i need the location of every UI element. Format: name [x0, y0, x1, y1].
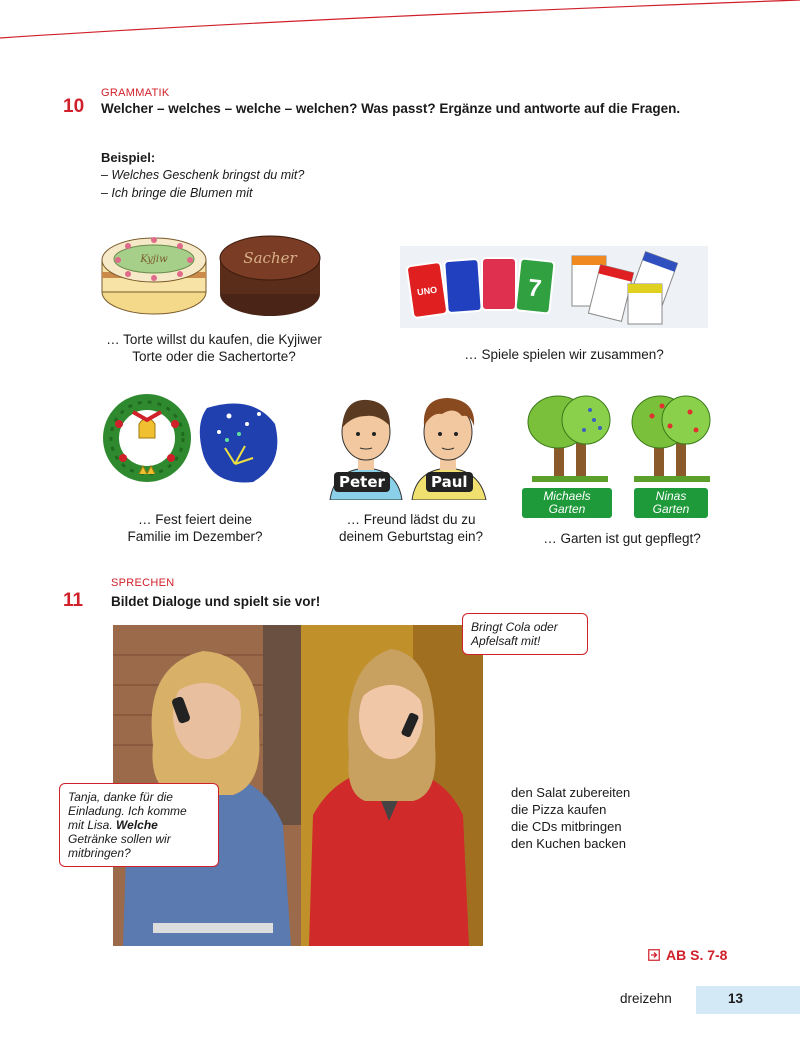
task-item: den Salat zubereiten [511, 785, 631, 800]
kyjiw-cake-image [102, 237, 206, 314]
arrow-box-icon [648, 949, 660, 961]
garden-label-nina-line1: Ninas [655, 489, 687, 503]
cakes-illustration [98, 222, 330, 322]
speech-bubble-left-line4: Getränke sollen wir [68, 832, 171, 846]
task-item: die Pizza kaufen [511, 802, 607, 817]
speech-bubble-left [59, 783, 219, 867]
advent-wreath-image [111, 402, 183, 474]
kyjiw-cake-label: Kyjiw [140, 254, 168, 265]
caption-freund-line1: … Freund lädst du zu [346, 512, 476, 527]
garden-label-nina [634, 488, 708, 518]
fireworks-image [200, 404, 278, 483]
exercise-11-title: Bildet Dialoge und spielt sie vor! [111, 594, 321, 609]
garden-label-nina-line2: Garten [652, 502, 690, 516]
right-girl-photo [301, 625, 483, 946]
caption-torte-line1: … Torte willst du kaufen, die Kyjiwer [106, 332, 322, 347]
caption-torte-line2: Torte oder die Sachertorte? [132, 349, 296, 364]
caption-fest-line1: … Fest feiert deine [137, 512, 253, 527]
exercise-number-10: 10 [63, 96, 85, 117]
sacher-cake-image [220, 236, 320, 316]
exercise-10-title: Welcher – welches – welche – welchen? Was passt? Ergänze und antworte auf die Fragen. [101, 101, 681, 116]
speech-bubble-right-line2: Apfelsaft mit! [471, 634, 541, 648]
card-games-illustration [400, 246, 708, 328]
workbook-reference-text: AB S. 7-8 [666, 947, 728, 963]
task-item: die CDs mitbringen [511, 819, 622, 834]
caption-garten: … Garten ist gut gepflegt? [543, 531, 701, 546]
sacher-cake-label: Sacher [243, 249, 297, 267]
speech-bubble-left-line5: mitbringen? [68, 846, 131, 860]
section-label-sprechen: SPRECHEN [111, 577, 175, 589]
page-number: 13 [728, 991, 744, 1006]
christmas-newyear-illustration [103, 394, 283, 486]
speech-bubble-left-bold: Welche [116, 818, 158, 832]
caption-spiele: … Spiele spielen wir zusammen? [464, 347, 664, 362]
speech-bubble-left-line2: Einladung. Ich komme [68, 804, 187, 818]
top-divider-line [0, 0, 800, 40]
speech-bubble-left-line3 [68, 818, 210, 832]
speech-bubble-right-line1: Bringt Cola oder [471, 620, 558, 634]
example-answer: – Ich bringe die Blumen mit [101, 186, 253, 200]
section-label-grammatik: GRAMMATIK [101, 87, 170, 99]
gardens-illustration [524, 390, 714, 490]
speech-bubble-left-text: mit Lisa. [68, 818, 113, 832]
caption-fest-line2: Familie im Dezember? [127, 529, 263, 544]
caption-freund-line2: deinem Geburtstag ein? [338, 529, 484, 544]
example-question: – Welches Geschenk bringst du mit? [101, 168, 305, 182]
workbook-reference [648, 947, 727, 963]
task-item: den Kuchen backen [511, 836, 626, 851]
ninas-garden-image [632, 396, 710, 482]
speech-bubble-left-line1: Tanja, danke für die [68, 790, 173, 804]
example-heading: Beispiel: [101, 150, 156, 165]
exercise-number-11: 11 [63, 590, 84, 611]
task-list [511, 784, 630, 852]
michaels-garden-image [528, 396, 610, 482]
card-seven-label: 7 [526, 274, 543, 303]
name-tag-paul: Paul [426, 472, 473, 492]
garden-label-michael-line1: Michaels [543, 489, 591, 503]
page-word: dreizehn [620, 991, 672, 1006]
page-number-box [696, 986, 800, 1014]
name-tag-peter: Peter [334, 472, 390, 492]
garden-label-michael-line2: Garten [548, 502, 586, 516]
garden-label-michael [522, 488, 612, 518]
uno-card-label: UNO [416, 284, 438, 298]
speech-bubble-right [462, 613, 588, 655]
